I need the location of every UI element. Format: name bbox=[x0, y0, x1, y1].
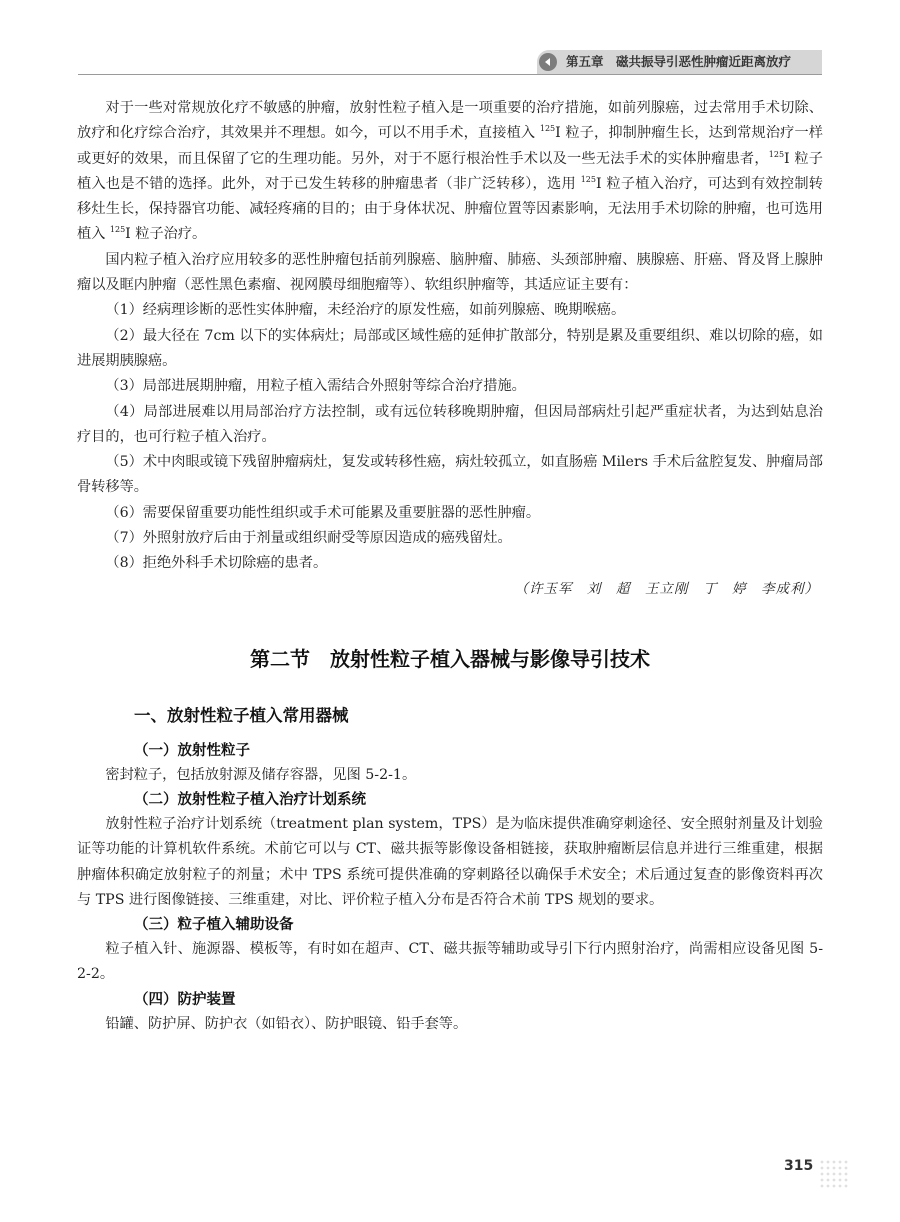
heading-tps: （二）放射性粒子植入治疗计划系统 bbox=[134, 791, 366, 808]
indications-intro: 国内粒子植入治疗应用较多的恶性肿瘤包括前列腺癌、脑肿瘤、肺癌、头颈部肿瘤、胰腺癌、肝癌、肾及肾上腺肿瘤以及眶内肿瘤（恶性黑色素瘤、视网膜母细胞瘤等）、软组织肿瘤等，其适应证主要有： bbox=[77, 251, 823, 294]
page-number: 315 bbox=[784, 1158, 814, 1174]
list-item: （2）最大径在 7cm 以下的实体病灶；局部或区域性癌的延伸扩散部分，特别是累及重要组织、难以切除的癌，如进展期胰腺癌。 bbox=[77, 327, 823, 369]
section-title: 第二节 放射性粒子植入器械与影像导引技术 bbox=[250, 646, 650, 671]
paragraph-seeds: 密封粒子，包括放射源及储存容器，见图 5-2-1。 bbox=[105, 766, 417, 783]
author-credits: （许玉军 刘 超 王立刚 丁 婷 李成利） bbox=[514, 580, 819, 597]
paragraph-auxiliary-equipment: 粒子植入针、施源器、模板等，有时如在超声、CT、磁共振等辅助或导引下行内照射治疗，尚需相应设备见图 5-2-2。 bbox=[77, 941, 823, 983]
heading-auxiliary-equipment: （三）粒子植入辅助设备 bbox=[134, 917, 294, 934]
list-item: （7）外照射放疗后由于剂量或组织耐受等原因造成的癌残留灶。 bbox=[105, 530, 512, 547]
corner-dot-pattern bbox=[818, 1158, 858, 1198]
list-item: （3）局部进展期肿瘤，用粒子植入需结合外照射等综合治疗措施。 bbox=[105, 378, 526, 395]
list-item: （1）经病理诊断的恶性实体肿瘤，未经治疗的原发性癌，如前列腺癌、晚期喉癌。 bbox=[105, 302, 626, 319]
intro-paragraph: 对于一些对常规放化疗不敏感的肿瘤，放射性粒子植入是一项重要的治疗措施，如前列腺癌，过去常用手术切除、放疗和化疗综合治疗，其效果并不理想。如今，可以不用手术，直接植入 $^{125}$I 粒子，抑制肿瘤生长，达到常规治疗一样或更好的效果，而且保留了它的生理功能。另外，对于不愿行根治性手术以及一些无法手术的实体肿瘤患者，$^{125}$I 粒子植入也是不错的选择。此外，对于已发生转移的肿瘤患者（非广泛转移），选用 $^{125}$I 粒子植入治疗，可达到有效控制转移灶生长，保持器官功能、减轻疼痛的目的；由于身体状况、肿瘤位置等因素影响，无法用手术切除的肿瘤，也可选用植入 $^{125}$I 粒子治疗。 bbox=[77, 100, 823, 243]
header-rule bbox=[78, 74, 822, 75]
list-item: （4）局部进展难以用局部治疗方法控制，或有远位转移晚期肿瘤，但因局部病灶引起严重症状者，为达到姑息治疗目的，也可行粒子植入治疗。 bbox=[77, 403, 823, 445]
list-item: （8）拒绝外科手术切除癌的患者。 bbox=[105, 555, 328, 572]
subsection-heading: 一、放射性粒子植入常用器械 bbox=[134, 705, 349, 725]
chapter-title: 第五章 磁共振导引恶性肿瘤近距离放疗 bbox=[566, 54, 792, 69]
back-arrow-icon bbox=[539, 53, 557, 71]
list-item: （6）需要保留重要功能性组织或手术可能累及重要脏器的恶性肿瘤。 bbox=[105, 504, 541, 521]
page-body bbox=[77, 96, 823, 1037]
list-item: （5）术中肉眼或镜下残留肿瘤病灶，复发或转移性癌，病灶较孤立，如直肠癌 Milers 手术后盆腔复发、肿瘤局部骨转移等。 bbox=[77, 454, 823, 496]
paragraph-protection: 铅罐、防护屏、防护衣（如铅衣）、防护眼镜、铅手套等。 bbox=[105, 1015, 468, 1032]
heading-protection: （四）防护装置 bbox=[134, 991, 236, 1008]
heading-radioactive-seeds: （一）放射性粒子 bbox=[134, 742, 250, 759]
paragraph-tps: 放射性粒子治疗计划系统（treatment plan system，TPS）是为临床提供准确穿刺途径、安全照射剂量及计划验证等功能的计算机软件系统。术前它可以与 CT、磁共振等影像设备相链接，获取肿瘤断层信息并进行三维重建，根据肿瘤体积确定放射粒子的剂量；术中 TPS 系统可提供准确的穿刺路径以确保手术安全；术后通过复查的影像资料再次与 TPS 进行图像链接、三维重建，对比、评价粒子植入分布是否符合术前 TPS 规划的要求。 bbox=[77, 815, 823, 908]
